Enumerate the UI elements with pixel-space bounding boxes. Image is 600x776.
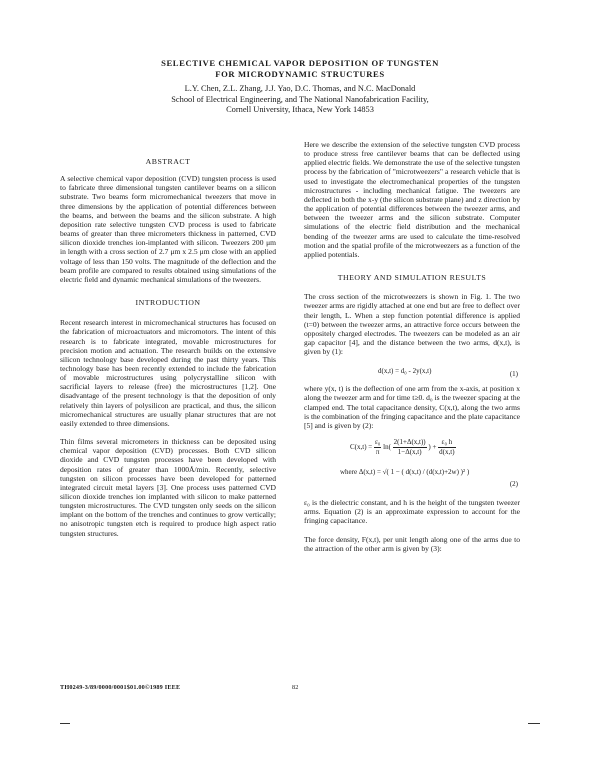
theory-paragraph-4: The force density, F(x,t), per unit length along one of the arms due to the attraction of the other arm is given by (3): [304, 534, 520, 553]
author-block [0, 84, 600, 116]
equation-2-lhs: C(x,t) = [350, 443, 373, 452]
introduction-heading: INTRODUCTION [135, 298, 201, 308]
equation-2b-lhs: where Δ(x,t) = [340, 468, 381, 477]
scan-mark-left [60, 723, 70, 724]
equation-2-number: (2) [509, 480, 518, 489]
scan-mark-right [528, 723, 540, 724]
intro-paragraph-3: Here we describe the extension of the selective tungsten CVD process to produce stress free cantilever beams that can be deflected using applied electric fields. We demonstrate the use of the selective tungsten process by the fabrication of "microtweezers" a research vehicle that is used to investigate the electromechanical properties of the tungsten microstructures - including mechanical fatigue. The tweezers are deflected in both the x-y (the silicon substrate plane) and z direction by the application of potential differences between the tweezer arms, and between the tweezer arms and the silicon substrate. Computer simulations of the electric field distribution and the mechanical bending of the tweezer arms are used to calculate the time-resolved motion and the spatial profile of the microtweezers as a function of the applied potentials. [304, 140, 520, 259]
equation-2 [304, 436, 520, 498]
left-column [60, 157, 276, 547]
equation-2-log-fraction: $\frac{2(1+\Delta(x,t))}{1-\Delta(x,t)}$ [393, 438, 426, 457]
address: Cornell University, Ithaca, New York 14853 [226, 105, 374, 115]
title-line-2: FOR MICRODYNAMIC STRUCTURES [215, 69, 385, 79]
title-line-1: SELECTIVE CHEMICAL VAPOR DEPOSITION OF TUNGSTEN [161, 58, 439, 68]
intro-paragraph-1: Recent research interest in micromechanical structures has focused on the fabrication of microactuators and micromotors. The intent of this research is to fabricate integrated, movable microstructures for precision motion and actuation. The research builds on the extensive silicon technology base developed during the past thirty years. This technology base has been recently extended to include the fabrication of movable microstructures using polycrystalline silicon with sacrificial layers to release (free) the microstructures [1,2]. One disadvantage of the present technology is that the deposition of only relatively thin layers of polysilicon are practical, and thus, the silicon micromechanical structures are usually planar structures that are not easily extended to three dimensions. [60, 318, 276, 428]
page-number: 82 [292, 684, 299, 691]
equation-2b-rhs: √( 1 − ( d(x,t) / (d(x,t)+2w) )² ) [382, 468, 470, 477]
equation-2-coefficient: $\frac{\text{ε₀}}{\pi}$ [374, 438, 381, 457]
theory-paragraph-2: where y(x, t) is the deflection of one arm from the x-axis, at position x along the tweezer arm and for time t≥0. d₀ is the tweezer spacing at the clamped end. The total capacitance density, C(x,t), along the two arms is the combination of the fringing capacitance and the plate capacitance [5] and is given by (2): [304, 384, 520, 430]
affiliation: School of Electrical Engineering, and The National Nanofabrication Facility, [171, 94, 429, 104]
abstract-text: A selective chemical vapor deposition (CVD) tungsten process is used to fabricate three dimensional tungsten cantilever beams on a silicon substrate. Two beams form micromechanical tweezers that move in three dimensions by the application of potential differences between the beams, and between the beams and the silicon substrate. A high deposition rate selective tungsten CVD process is used to fabricate beams of greater than three micrometers thickness in patterned, CVD silicon dioxide trenches ion-implanted with silicon. Tweezers 200 μm in length with a cross section of 2.7 μm x 2.5 μm close with an applied voltage of less than 150 volts. The magnitude of the deflection and the beam profile are compared to results obtained using simulations of the electric field and dynamic mechanical simulations of the tweezers. [60, 174, 276, 284]
equation-1-body: d(x,t) = d₀ - 2y(x,t) [378, 367, 432, 376]
intro-paragraph-2: Thin films several micrometers in thickness can be deposited using chemical vapor deposition (CVD) processes. Both CVD silicon dioxide and CVD tungsten processes have been developed with deposition rates of greater than 1000Å/min. Recently, selective tungsten on silicon processes have been developed for patterned integrated circuit metal layers [3]. One process uses patterned CVD silicon dioxide trenches ion implanted with silicon to make patterned tungsten microstructures. The CVD tungsten only seeds on the silicon implant on the bottom of the trenches and continues to grow vertically; no anisotropic tungsten etch is required to produce high aspect ratio tungsten structures. [60, 437, 276, 538]
equation-1 [304, 362, 520, 384]
equation-2-ln: ln [383, 443, 389, 452]
theory-paragraph-1: The cross section of the microtweezers is shown in Fig. 1. The two tweezer arms are rigidly attached at one end but are free to deflect over their length, L. When a step function potential difference is applied (t=0) between the tweezer arms, an attractive force occurs between the oppositely charged electrodes. The tweezers can be modeled as an air gap capacitor [4], and the distance between the two arms, d(x,t), is given by (1): [304, 292, 520, 357]
theory-heading: THEORY AND SIMULATION RESULTS [337, 273, 487, 283]
equation-2-plate-term: $\frac{\text{ε₀ h}}{d(x,t)}$ [439, 438, 455, 457]
footer-code: TH0249-3/89/0000/0001$01.00©1989 IEEE [60, 684, 181, 691]
equation-1-number: (1) [509, 370, 518, 379]
paper-title [0, 58, 600, 80]
abstract-heading: ABSTRACT [145, 157, 191, 166]
equation-2-line-2 [340, 468, 469, 477]
right-column [304, 140, 520, 562]
equation-2-line-1: C(x,t) = $\frac{\text{ε₀}}{\pi}$ ln( $\frac{2(1+\Delta(x,t))}{1-\Delta(x,t)}$ ) + $\frac{\text{ε₀ h}}{d(x,t)}$ [350, 438, 455, 457]
authors: L.Y. Chen, Z.L. Zhang, J.J. Yao, D.C. Thomas, and N.C. MacDonald [184, 84, 416, 93]
theory-paragraph-3: ε₀ is the dielectric constant, and h is the height of the tungsten tweezer arms. Equation (2) is an approximate expression to account for the fringing capacitance. [304, 498, 520, 526]
